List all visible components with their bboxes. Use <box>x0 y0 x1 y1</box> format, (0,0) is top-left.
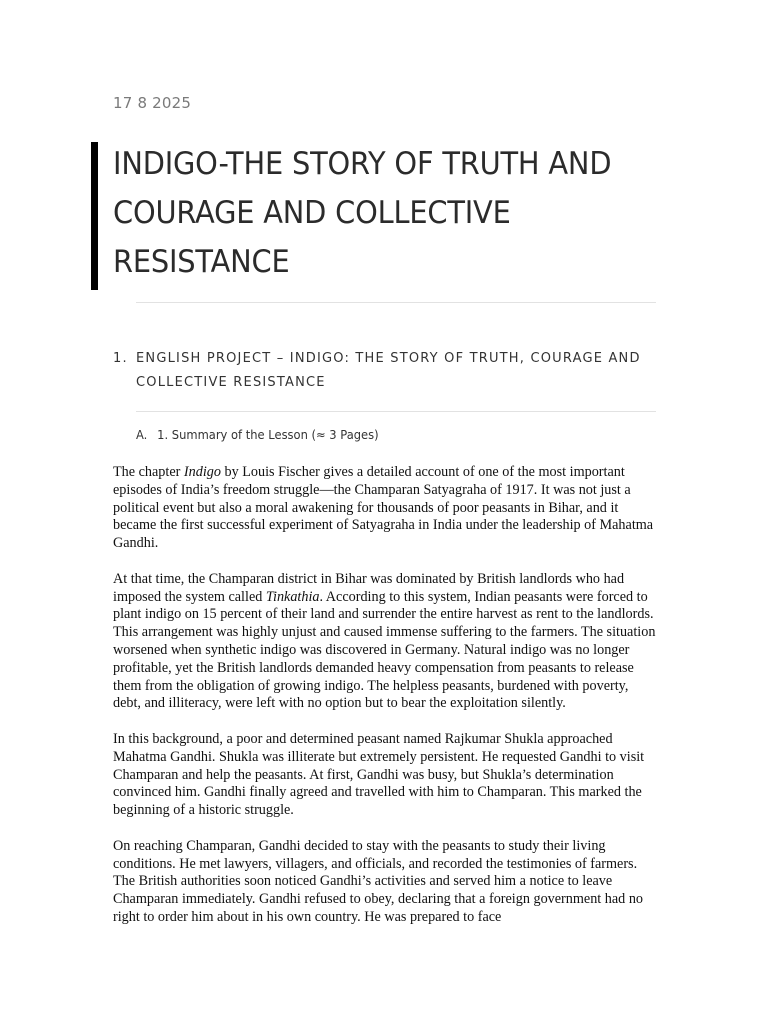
paragraph-text: by Louis Fischer gives a detailed account of one of the most important episodes of India’s freedom struggle—the Champaran Satyagraha of 1917. It was not just a political event but also a moral awakening for thousands of poor peasants in Bihar, and it became the first successful experiment of Satyagraha in India under the leadership of Mahatma Gandhi. <box>113 464 654 552</box>
subsection-heading <box>136 427 379 442</box>
subsection-heading-text: 1. Summary of the Lesson (≈ 3 Pages) <box>157 427 379 442</box>
section-heading <box>113 347 673 395</box>
document-title: INDIGO-THE STORY OF TRUTH AND COURAGE AND COLLECTIVE RESISTANCE <box>113 146 612 280</box>
subsection-letter: A. <box>136 427 148 442</box>
term-emphasis: Tinkathia <box>265 588 320 605</box>
body-text <box>113 464 656 945</box>
paragraph: On reaching Champaran, Gandhi decided to stay with the peasants to study their living conditions. He met lawyers, villagers, and officials, and recorded the testimonies of farmers. The British authorities soon noticed Gandhi’s activities and served him a notice to leave Champaran immediately. Gandhi refused to obey, declaring that a foreign government had no right to order him about in his own country. He was prepared to face <box>113 837 644 925</box>
section-heading-text: ENGLISH PROJECT – INDIGO: THE STORY OF TRUTH, COURAGE AND COLLECTIVE RESISTANCE <box>136 351 641 390</box>
divider-line <box>136 411 656 412</box>
section-number: 1. <box>113 351 128 366</box>
paragraph-text: . According to this system, Indian peasants were forced to plant indigo on 15 percent of their land and surrender the entire harvest as rent to the landlords. This arrangement was highly unjust and caused immense suffering to the farmers. The situation worsened when synthetic indigo was discovered in Germany. Natural indigo was no longer profitable, yet the British landlords demanded heavy compensation from peasants to release them from the obligation of growing indigo. The helpless peasants, burdened with poverty, debt, and illiteracy, were left with no option but to bear the exploitation silently. <box>113 588 656 712</box>
document-date: 17 8 2025 <box>113 94 192 112</box>
title-accent-bar <box>91 142 98 290</box>
paragraph-text: The chapter <box>113 464 184 480</box>
paragraph <box>113 464 656 553</box>
book-title-emphasis: Indigo <box>183 464 221 480</box>
paragraph <box>113 571 656 713</box>
paragraph-text: At that time, the Champaran district in Bihar was dominated by British landlords who had imposed the system called <box>113 570 625 605</box>
paragraph: In this background, a poor and determined peasant named Rajkumar Shukla approached Mahatma Gandhi. Shukla was illiterate but extremely persistent. He requested Gandhi to visit Champaran and help the peasants. At first, Gandhi was busy, but Shukla’s determination convinced him. Gandhi finally agreed and travelled with him to Champaran. This marked the beginning of a historic struggle. <box>113 730 645 819</box>
divider-line <box>136 302 656 303</box>
